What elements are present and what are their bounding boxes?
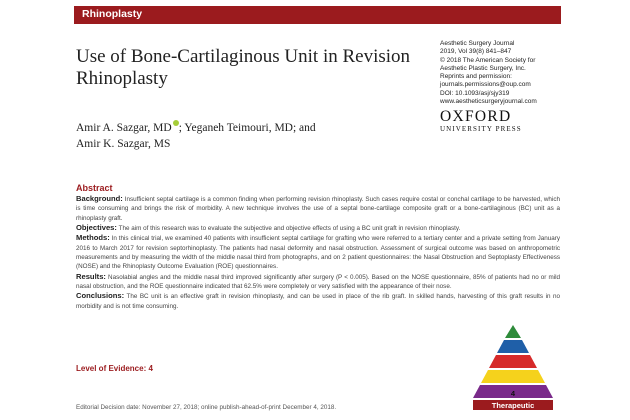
pyramid-tier-3 [489,355,537,368]
section-text-methods: In this clinical trial, we examined 40 patients with insufficient septal cartilage for grafting who were referred to a tertiary center and a private setting from January 2016 to March 2017 for revision septorhinoplasty. The patients had nasal deformity and nasal obstruction. Assessment of surgical outcome was based on anthropometric measurements and by measuring the width of the middle nasal third from photographs, and on 2 patient questionnaires: the Nasal Obstruction and Septoplasty Effectiveness (NOSE) and the Rhinoplasty Outcome Evaluation (ROE) questionnaires. [76,235,560,271]
abstract-objectives [76,223,560,233]
author-3: Amir K. Sazgar, MS [76,138,171,150]
section-label-objectives: Objectives: [76,223,117,233]
abstract-background [76,194,560,223]
abstract-results [76,272,560,292]
journal-name: Aesthetic Surgery Journal [440,40,515,47]
abstract-heading: Abstract [76,183,113,193]
section-text-results: Nasolabial angles and the middle nasal third improved significantly after surgery (P < 0.005). Based on the NOSE questionnaire, 85% of patients had no or mild nasal obstruction, and the ROE questionnaire indicated that 62.5% were completely or very satisfied with the appearance of their nose. [76,273,560,291]
level-of-evidence: Level of Evidence: 4 [76,364,153,373]
article-title: Use of Bone-Cartilaginous Unit in Revision Rhinoplasty [76,46,411,89]
pyramid-caption: Therapeutic [491,401,535,410]
section-label-conclusions: Conclusions: [76,291,125,301]
section-label-methods: Methods: [76,233,110,243]
abstract-conclusions [76,291,560,311]
oxford-logo [440,109,560,134]
reprints-label: Reprints and permission: [440,73,512,81]
pyramid-tier-2 [497,340,529,353]
section-text-background: Insufficient septal cartilage is a common finding when performing revision rhinoplasty. Such cases require costal or conchal cartilage to be harvested, which is time consuming and brings the risk of morbidity. A new technique involves the use of a septal bone-cartilage composite graft or a bone-cartilaginous (BC) unit as a rhinoplasty graft. [76,196,560,222]
copyright-line-1: © 2018 The American Society for [440,56,536,64]
pyramid-tier-4 [481,370,545,383]
journal-url[interactable]: www.aestheticsurgeryjournal.com [440,98,537,106]
section-label-results: Results: [76,271,106,281]
section-text-objectives: The aim of this research was to evaluate the subjective and objective effects of using a BC unit graft in revision rhinoplasty. [118,225,461,233]
section-label: Rhinoplasty [82,8,143,20]
pyramid-level-number: 4 [510,389,516,398]
abstract-methods [76,233,560,271]
publisher-name: OXFORD [440,108,512,125]
section-header-band [74,6,561,24]
author-list [76,120,396,152]
author-1: Amir A. Sazgar, MD [76,122,172,134]
author-2: ; Yeganeh Teimouri, MD; and [178,122,316,134]
copyright-line-2: Aesthetic Plastic Surgery, Inc. [440,64,526,72]
section-text-conclusions: The BC unit is an effective graft in revision rhinoplasty, and can be used in place of the rib graft. In skilled hands, harvesting of this graft results in no morbidity and is not time consuming. [76,293,560,310]
publisher-subtitle: UNIVERSITY PRESS [440,125,522,133]
editorial-decision-note: Editorial Decision date: November 27, 2018; online publish-ahead-of-print December 4, 2018. [76,404,337,411]
journal-volume: 2019, Vol 39(8) 841–847 [440,48,512,56]
section-label-background: Background: [76,194,123,203]
abstract-body [76,194,560,311]
evidence-pyramid-icon [468,323,558,411]
pyramid-tier-1 [505,325,521,338]
doi[interactable]: DOI: 10.1093/asj/sjy319 [440,89,510,97]
journal-info [440,40,580,106]
permissions-email[interactable]: journals.permissions@oup.com [440,81,531,89]
